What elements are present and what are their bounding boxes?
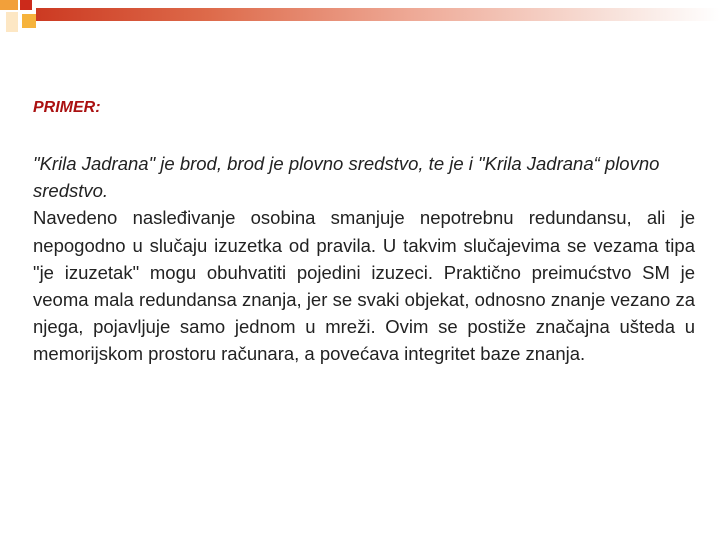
slide-body (33, 150, 695, 368)
decor-square-gold (22, 14, 36, 28)
top-gradient-bar (36, 8, 720, 21)
decor-square-orange (0, 0, 18, 10)
explanation-paragraph: Navedeno nasleđivanje osobina smanjuje nepotrebnu redundansu, ali je nepogodno u slučaju izuzetka od pravila. U takvim slučajevima se vezama tipa "je izuzetak" mogu obuhvatiti pojedini izuzeci. Praktično preimućstvo SM je veoma mala redundansa znanja, jer se svaki objekat, odnosno znanje vezano za njega, pojavljuje samo jednom u mreži. Ovim se postiže značajna ušteda u memorijskom prostoru računara, a povećava integritet baze znanja. (33, 207, 695, 365)
decor-square-light (6, 12, 18, 32)
slide-heading: PRIMER: (33, 99, 101, 116)
decor-square-red (20, 0, 32, 10)
example-paragraph: "Krila Jadrana" je brod, brod je plovno sredstvo, te je i "Krila Jadrana“ plovno sredstvo. (33, 153, 660, 202)
